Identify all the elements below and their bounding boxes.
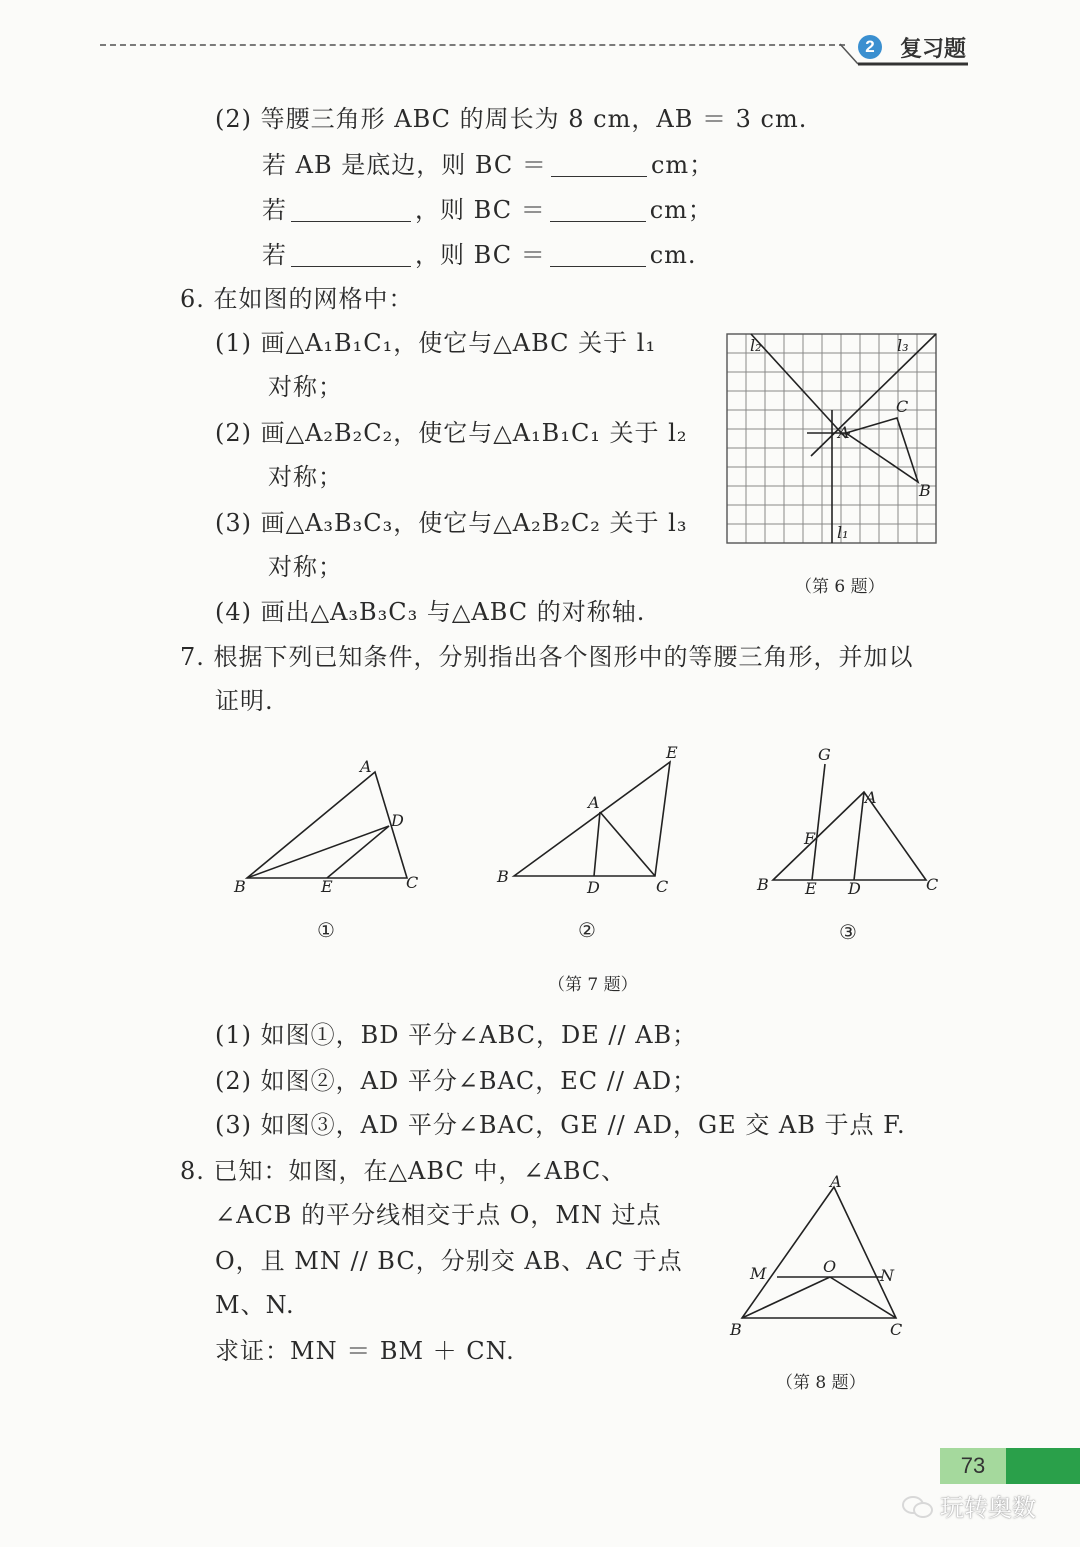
q8-line2: ∠ACB 的平分线相交于点 O，MN 过点 bbox=[215, 1201, 662, 1229]
label-l2: l₂ bbox=[750, 336, 762, 355]
label-b: B bbox=[234, 877, 246, 896]
q6-grid-figure bbox=[720, 328, 950, 553]
q5-line3-text: 若 bbox=[262, 196, 287, 224]
label-d: D bbox=[391, 811, 404, 830]
watermark-text: 玩转奥数 bbox=[940, 1494, 1036, 1522]
q5-line4-mid: ，则 BC ＝ bbox=[415, 241, 546, 269]
q8-line5: 求证：MN ＝ BM ＋ CN. bbox=[215, 1337, 515, 1365]
q6-p2-line1: (2) 画△A₂B₂C₂，使它与△A₁B₁C₁ 关于 l₂ bbox=[215, 419, 688, 447]
page-edge-tab bbox=[1006, 1448, 1080, 1484]
label-o: O bbox=[823, 1257, 837, 1276]
q5-part2-line4 bbox=[262, 240, 697, 270]
triangle-abc bbox=[742, 1187, 896, 1318]
segment-de bbox=[327, 826, 389, 878]
chapter-number-badge: 2 bbox=[858, 35, 882, 59]
label-a: A bbox=[865, 788, 877, 807]
q5-line2-text: 若 AB 是底边，则 BC ＝ bbox=[262, 151, 547, 179]
segment-bd bbox=[247, 826, 389, 878]
wechat-icon bbox=[902, 1494, 932, 1518]
q5-unit: cm. bbox=[649, 241, 697, 269]
q6-p3-line1: (3) 画△A₃B₃C₃，使它与△A₂B₂C₂ 关于 l₃ bbox=[215, 509, 688, 537]
label-c: C bbox=[896, 397, 909, 416]
label-c: C bbox=[890, 1320, 903, 1339]
label-a: A bbox=[838, 423, 850, 442]
fig2-number: ② bbox=[578, 918, 596, 942]
q6-p1-line1: (1) 画△A₁B₁C₁，使它与△ABC 关于 l₁ bbox=[215, 329, 657, 357]
label-b: B bbox=[730, 1320, 742, 1339]
q7-figure-caption: （第 7 题） bbox=[548, 975, 638, 995]
fig1-number: ① bbox=[317, 918, 335, 942]
q8-figure bbox=[720, 1165, 920, 1345]
label-e: E bbox=[666, 743, 678, 762]
answer-blank[interactable] bbox=[550, 197, 646, 222]
q6-p1-line2: 对称； bbox=[268, 373, 343, 401]
segment-ad bbox=[594, 812, 600, 876]
q6-p3-line2: 对称； bbox=[268, 553, 343, 581]
label-f: F bbox=[804, 829, 816, 848]
q5-unit: cm； bbox=[649, 196, 713, 224]
q6-title: 6. 在如图的网格中： bbox=[180, 285, 414, 313]
answer-blank[interactable] bbox=[551, 152, 647, 177]
q7-title-line2: 证明. bbox=[215, 687, 274, 715]
label-c: C bbox=[656, 877, 669, 896]
q8-line3: O，且 MN // BC，分别交 AB、AC 于点 bbox=[215, 1247, 683, 1275]
segment-ad bbox=[854, 792, 864, 880]
header-dashed-rule bbox=[100, 44, 845, 46]
q6-p4: (4) 画出△A₃B₃C₃ 与△ABC 的对称轴. bbox=[215, 598, 646, 626]
q5-line4-text: 若 bbox=[262, 241, 287, 269]
fig3-number: ③ bbox=[839, 920, 857, 944]
q5-part2-line2 bbox=[262, 150, 714, 180]
label-c: C bbox=[406, 873, 419, 892]
label-d: D bbox=[587, 878, 600, 897]
label-b: B bbox=[919, 481, 931, 500]
segment-bo bbox=[742, 1277, 830, 1318]
label-a: A bbox=[588, 793, 600, 812]
label-c: C bbox=[926, 875, 939, 894]
triangle-abc bbox=[773, 792, 926, 880]
triangle-abc bbox=[247, 772, 407, 878]
answer-blank[interactable] bbox=[291, 242, 411, 267]
label-b: B bbox=[497, 867, 509, 886]
page-number-tab: 73 bbox=[940, 1448, 1006, 1484]
q7-p1: (1) 如图①，BD 平分∠ABC，DE // AB； bbox=[215, 1021, 698, 1049]
q7-figure-2 bbox=[490, 740, 690, 900]
q7-figure-1 bbox=[225, 750, 425, 900]
q7-figure-3 bbox=[750, 740, 950, 900]
watermark bbox=[902, 1488, 1036, 1523]
chapter-title: 复习题 bbox=[900, 37, 967, 62]
answer-blank[interactable] bbox=[291, 197, 411, 222]
label-e: E bbox=[321, 877, 333, 896]
label-a: A bbox=[830, 1172, 842, 1191]
q8-line1: 8. 已知：如图，在△ABC 中，∠ABC、 bbox=[180, 1157, 627, 1185]
q5-part2-line1: (2) 等腰三角形 ABC 的周长为 8 cm，AB ＝ 3 cm. bbox=[215, 105, 808, 133]
triangle-bec bbox=[514, 762, 670, 876]
q8-figure-caption: （第 8 题） bbox=[776, 1373, 866, 1393]
label-l3: l₃ bbox=[897, 336, 909, 355]
label-a: A bbox=[360, 757, 372, 776]
answer-blank[interactable] bbox=[550, 242, 646, 267]
q6-figure-caption: （第 6 题） bbox=[795, 577, 885, 597]
segment-ge bbox=[812, 764, 825, 880]
label-m: M bbox=[750, 1264, 767, 1283]
label-b: B bbox=[757, 875, 769, 894]
q6-p2-line2: 对称； bbox=[268, 463, 343, 491]
triangle-abc bbox=[846, 418, 918, 482]
label-e: E bbox=[805, 879, 817, 898]
q7-p3: (3) 如图③，AD 平分∠BAC，GE // AD，GE 交 AB 于点 F. bbox=[215, 1111, 906, 1139]
label-n: N bbox=[880, 1266, 894, 1285]
segment-ac bbox=[600, 812, 655, 876]
q7-title-line1: 7. 根据下列已知条件，分别指出各个图形中的等腰三角形，并加以 bbox=[180, 643, 914, 671]
q8-line4: M、N. bbox=[215, 1291, 295, 1319]
q5-unit: cm； bbox=[650, 151, 715, 179]
q5-line3-mid: ，则 BC ＝ bbox=[415, 196, 546, 224]
label-g: G bbox=[818, 745, 831, 764]
label-d: D bbox=[848, 879, 861, 898]
q7-p2: (2) 如图②，AD 平分∠BAC，EC // AD； bbox=[215, 1067, 698, 1095]
label-l1: l₁ bbox=[837, 523, 849, 542]
q5-part2-line3 bbox=[262, 195, 713, 225]
